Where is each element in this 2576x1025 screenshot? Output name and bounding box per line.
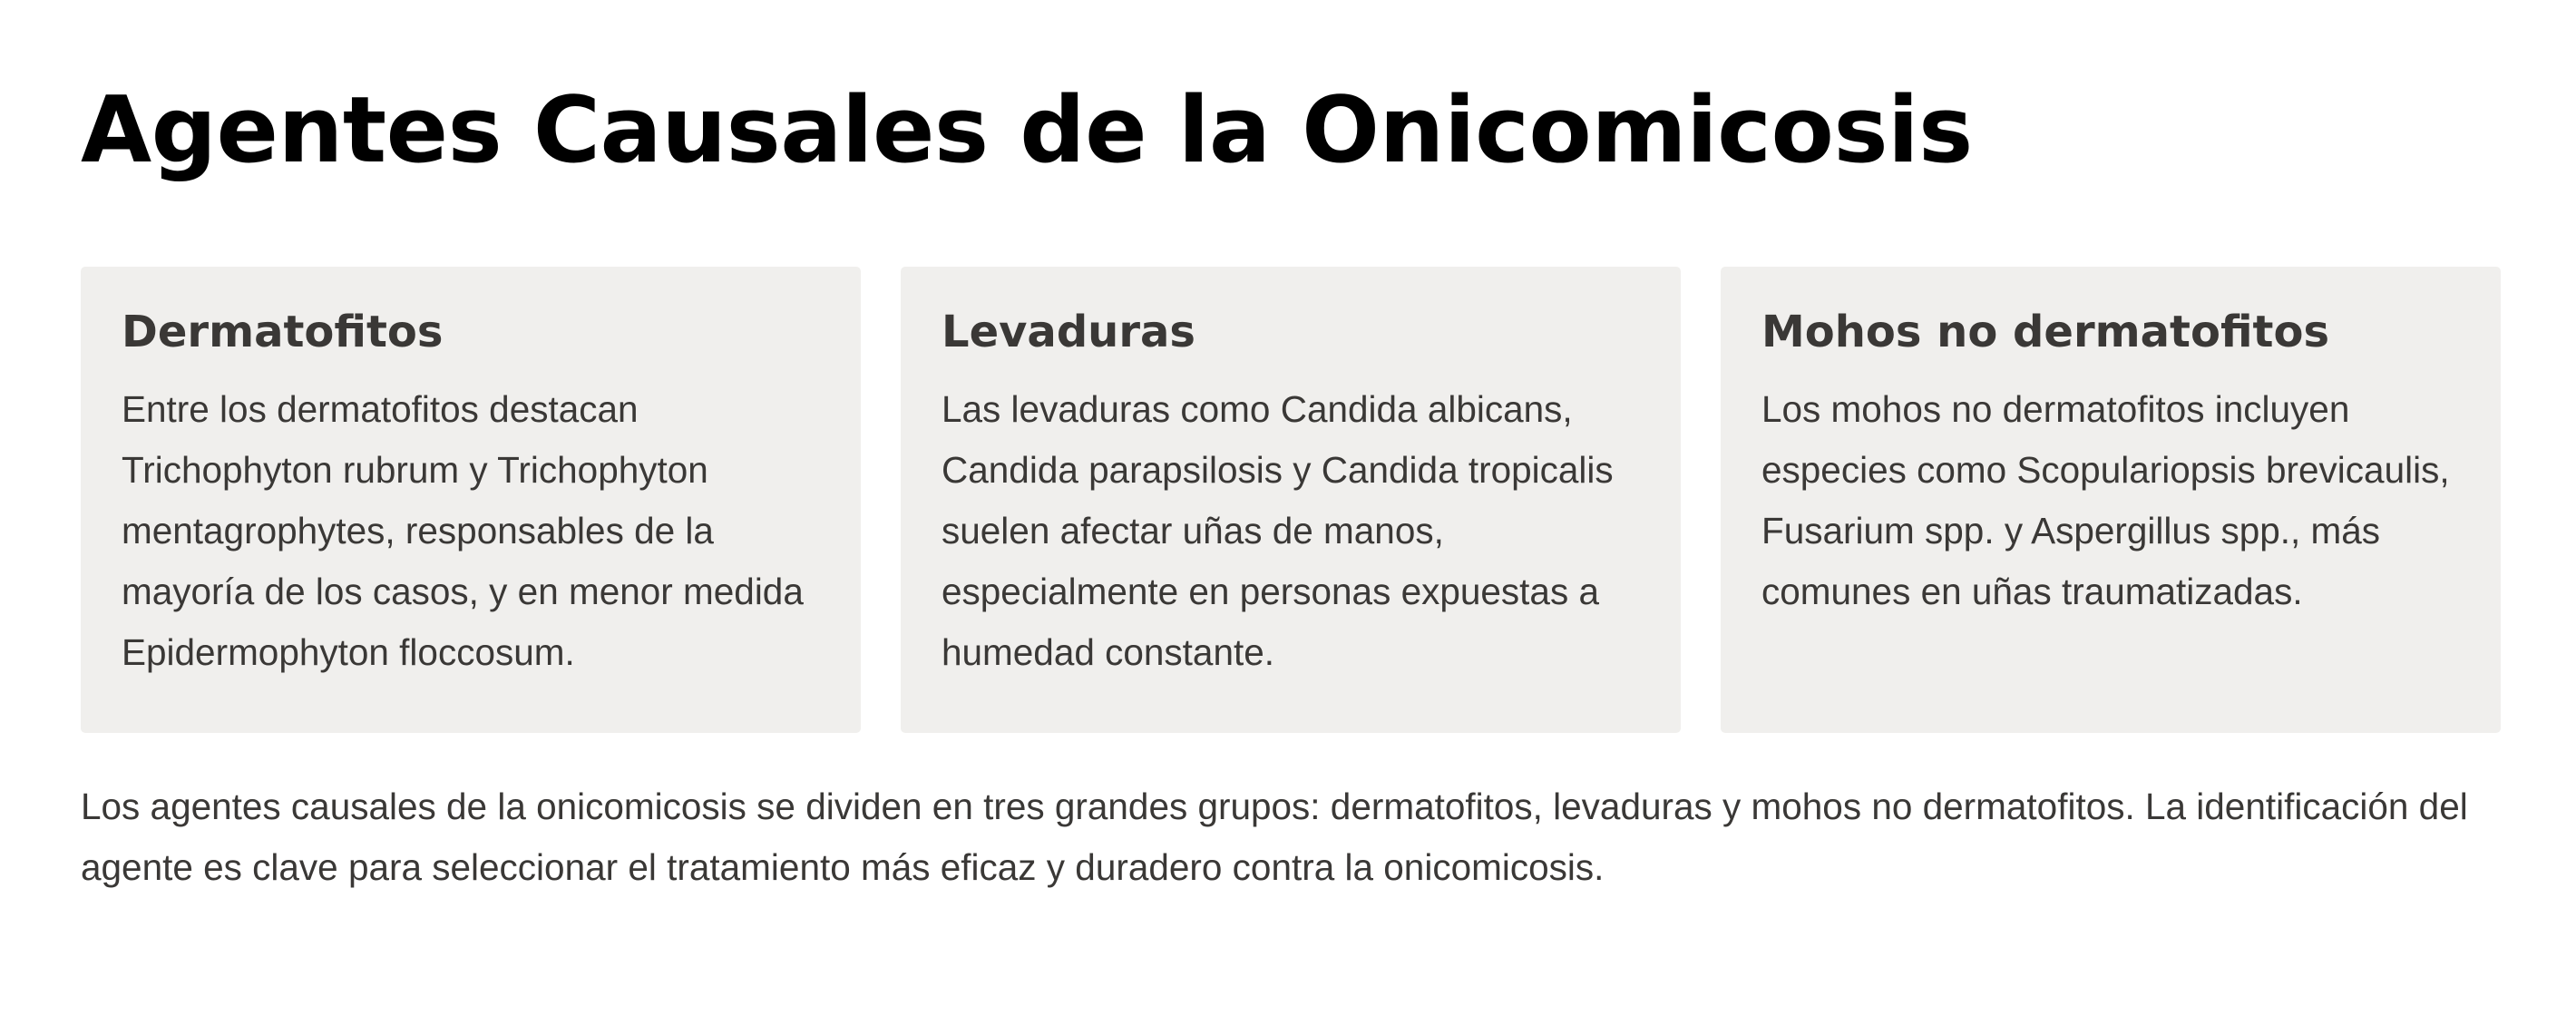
card-mohos-no-dermatofitos	[1721, 267, 2501, 733]
card-title: Levaduras	[942, 307, 1195, 357]
cards-row	[81, 267, 2499, 733]
page-title: Agentes Causales de la Onicomicosis	[81, 76, 1973, 183]
card-dermatofitos	[81, 267, 861, 733]
card-text: Las levaduras como Candida albicans, Candida parapsilosis y Candida tropicalis suelen afectar uñas de manos, especialmente en personas expuestas a humedad constante.	[942, 388, 1614, 673]
summary-paragraph: Los agentes causales de la onicomicosis se dividen en tres grandes grupos: dermatofitos, levaduras y mohos no dermatofitos. La identificación del agente es clave para seleccionar el tratamiento más eficaz y duradero contra la onicomicosis.	[81, 786, 2468, 888]
card-text: Entre los dermatofitos destacan Trichophyton rubrum y Trichophyton mentagrophytes, responsables de la mayoría de los casos, y en menor medida Epidermophyton floccosum.	[122, 388, 804, 673]
card-levaduras	[901, 267, 1681, 733]
card-text: Los mohos no dermatofitos incluyen especies como Scopulariopsis brevicaulis, Fusarium spp. y Aspergillus spp., más comunes en uñas traumatizadas.	[1761, 388, 2450, 612]
card-title: Dermatofitos	[122, 307, 444, 357]
card-title: Mohos no dermatofitos	[1761, 307, 2330, 357]
